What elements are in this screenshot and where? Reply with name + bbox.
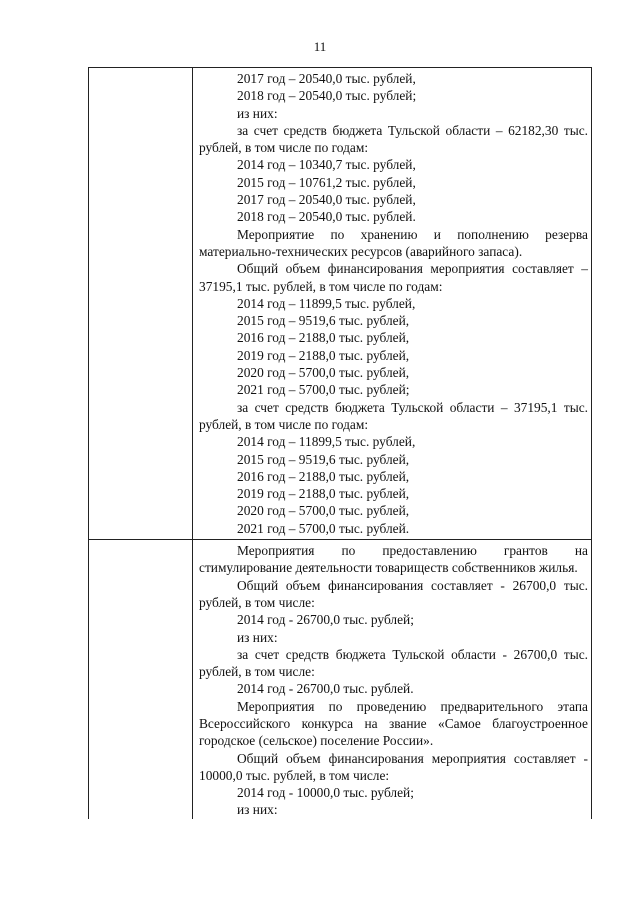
text-paragraph: 2015 год – 9519,6 тыс. рублей, — [237, 313, 410, 329]
funding-text-block — [193, 540, 591, 819]
text-paragraph: 2020 год – 5700,0 тыс. рублей, — [237, 503, 410, 519]
left-cell — [89, 540, 193, 819]
page-number: 11 — [313, 39, 327, 54]
text-paragraph: 2014 год – 11899,5 тыс. рублей, — [237, 434, 416, 450]
table-row — [89, 540, 592, 819]
text-paragraph: 2017 год – 20540,0 тыс. рублей, — [237, 192, 416, 208]
text-paragraph: 2016 год – 2188,0 тыс. рублей, — [237, 330, 410, 346]
text-paragraph: за счет средств бюджета Тульской области – 37195,1 тыс. рублей, в том числе по годам: — [199, 399, 588, 432]
text-paragraph: Общий объем финансирования мероприятия составляет – 37195,1 тыс. рублей, в том числе по годам: — [199, 261, 588, 294]
text-paragraph: Общий объем финансирования мероприятия составляет - 10000,0 тыс. рублей, в том числе: — [199, 750, 588, 783]
left-cell — [89, 68, 193, 540]
text-paragraph: 2018 год – 20540,0 тыс. рублей; — [237, 88, 417, 104]
text-paragraph: 2019 год – 2188,0 тыс. рублей, — [237, 486, 410, 502]
text-paragraph: 2019 год – 2188,0 тыс. рублей, — [237, 347, 410, 363]
text-paragraph: 2020 год – 5700,0 тыс. рублей, — [237, 365, 410, 381]
text-paragraph: Мероприятие по хранению и пополнению резерва материально-технических ресурсов (аварийного запаса). — [199, 226, 588, 259]
text-paragraph: из них: — [237, 105, 278, 121]
text-paragraph: 2018 год – 20540,0 тыс. рублей. — [237, 209, 416, 225]
text-paragraph: 2014 год - 26700,0 тыс. рублей; — [237, 612, 414, 628]
text-paragraph: 2015 год – 9519,6 тыс. рублей, — [237, 451, 410, 467]
right-cell — [193, 68, 592, 540]
text-paragraph: за счет средств бюджета Тульской области - 26700,0 тыс. рублей, в том числе: — [199, 646, 588, 680]
text-paragraph: 2014 год - 10000,0 тыс. рублей; — [237, 785, 414, 801]
program-table — [88, 67, 592, 819]
text-paragraph: 2016 год – 2188,0 тыс. рублей, — [237, 468, 410, 484]
text-paragraph: 2014 год – 10340,7 тыс. рублей, — [237, 157, 416, 173]
text-paragraph: Мероприятия по предоставлению грантов на стимулирование деятельности товариществ собственников жилья. — [199, 543, 588, 576]
text-paragraph: из них: — [237, 802, 278, 818]
right-cell — [193, 540, 592, 819]
text-paragraph: 2014 год - 26700,0 тыс. рублей. — [237, 681, 414, 697]
text-paragraph: 2017 год – 20540,0 тыс. рублей, — [237, 71, 416, 86]
table-row — [89, 68, 592, 540]
text-paragraph: за счет средств бюджета Тульской области – 62182,30 тыс. рублей, в том числе по годам: — [199, 122, 588, 156]
text-paragraph: 2015 год – 10761,2 тыс. рублей, — [237, 174, 416, 190]
text-paragraph: 2021 год – 5700,0 тыс. рублей. — [237, 520, 410, 536]
text-paragraph: Мероприятия по проведению предварительного этапа Всероссийского конкурса на звание «Самое благоустроенное городское (сельское) поселение России». — [199, 698, 588, 749]
text-paragraph: 2021 год – 5700,0 тыс. рублей; — [237, 382, 410, 398]
text-paragraph: 2014 год – 11899,5 тыс. рублей, — [237, 295, 416, 311]
text-paragraph: Общий объем финансирования составляет - 26700,0 тыс. рублей, в том числе: — [199, 577, 588, 610]
funding-text-block — [193, 68, 591, 539]
text-paragraph: из них: — [237, 629, 278, 645]
